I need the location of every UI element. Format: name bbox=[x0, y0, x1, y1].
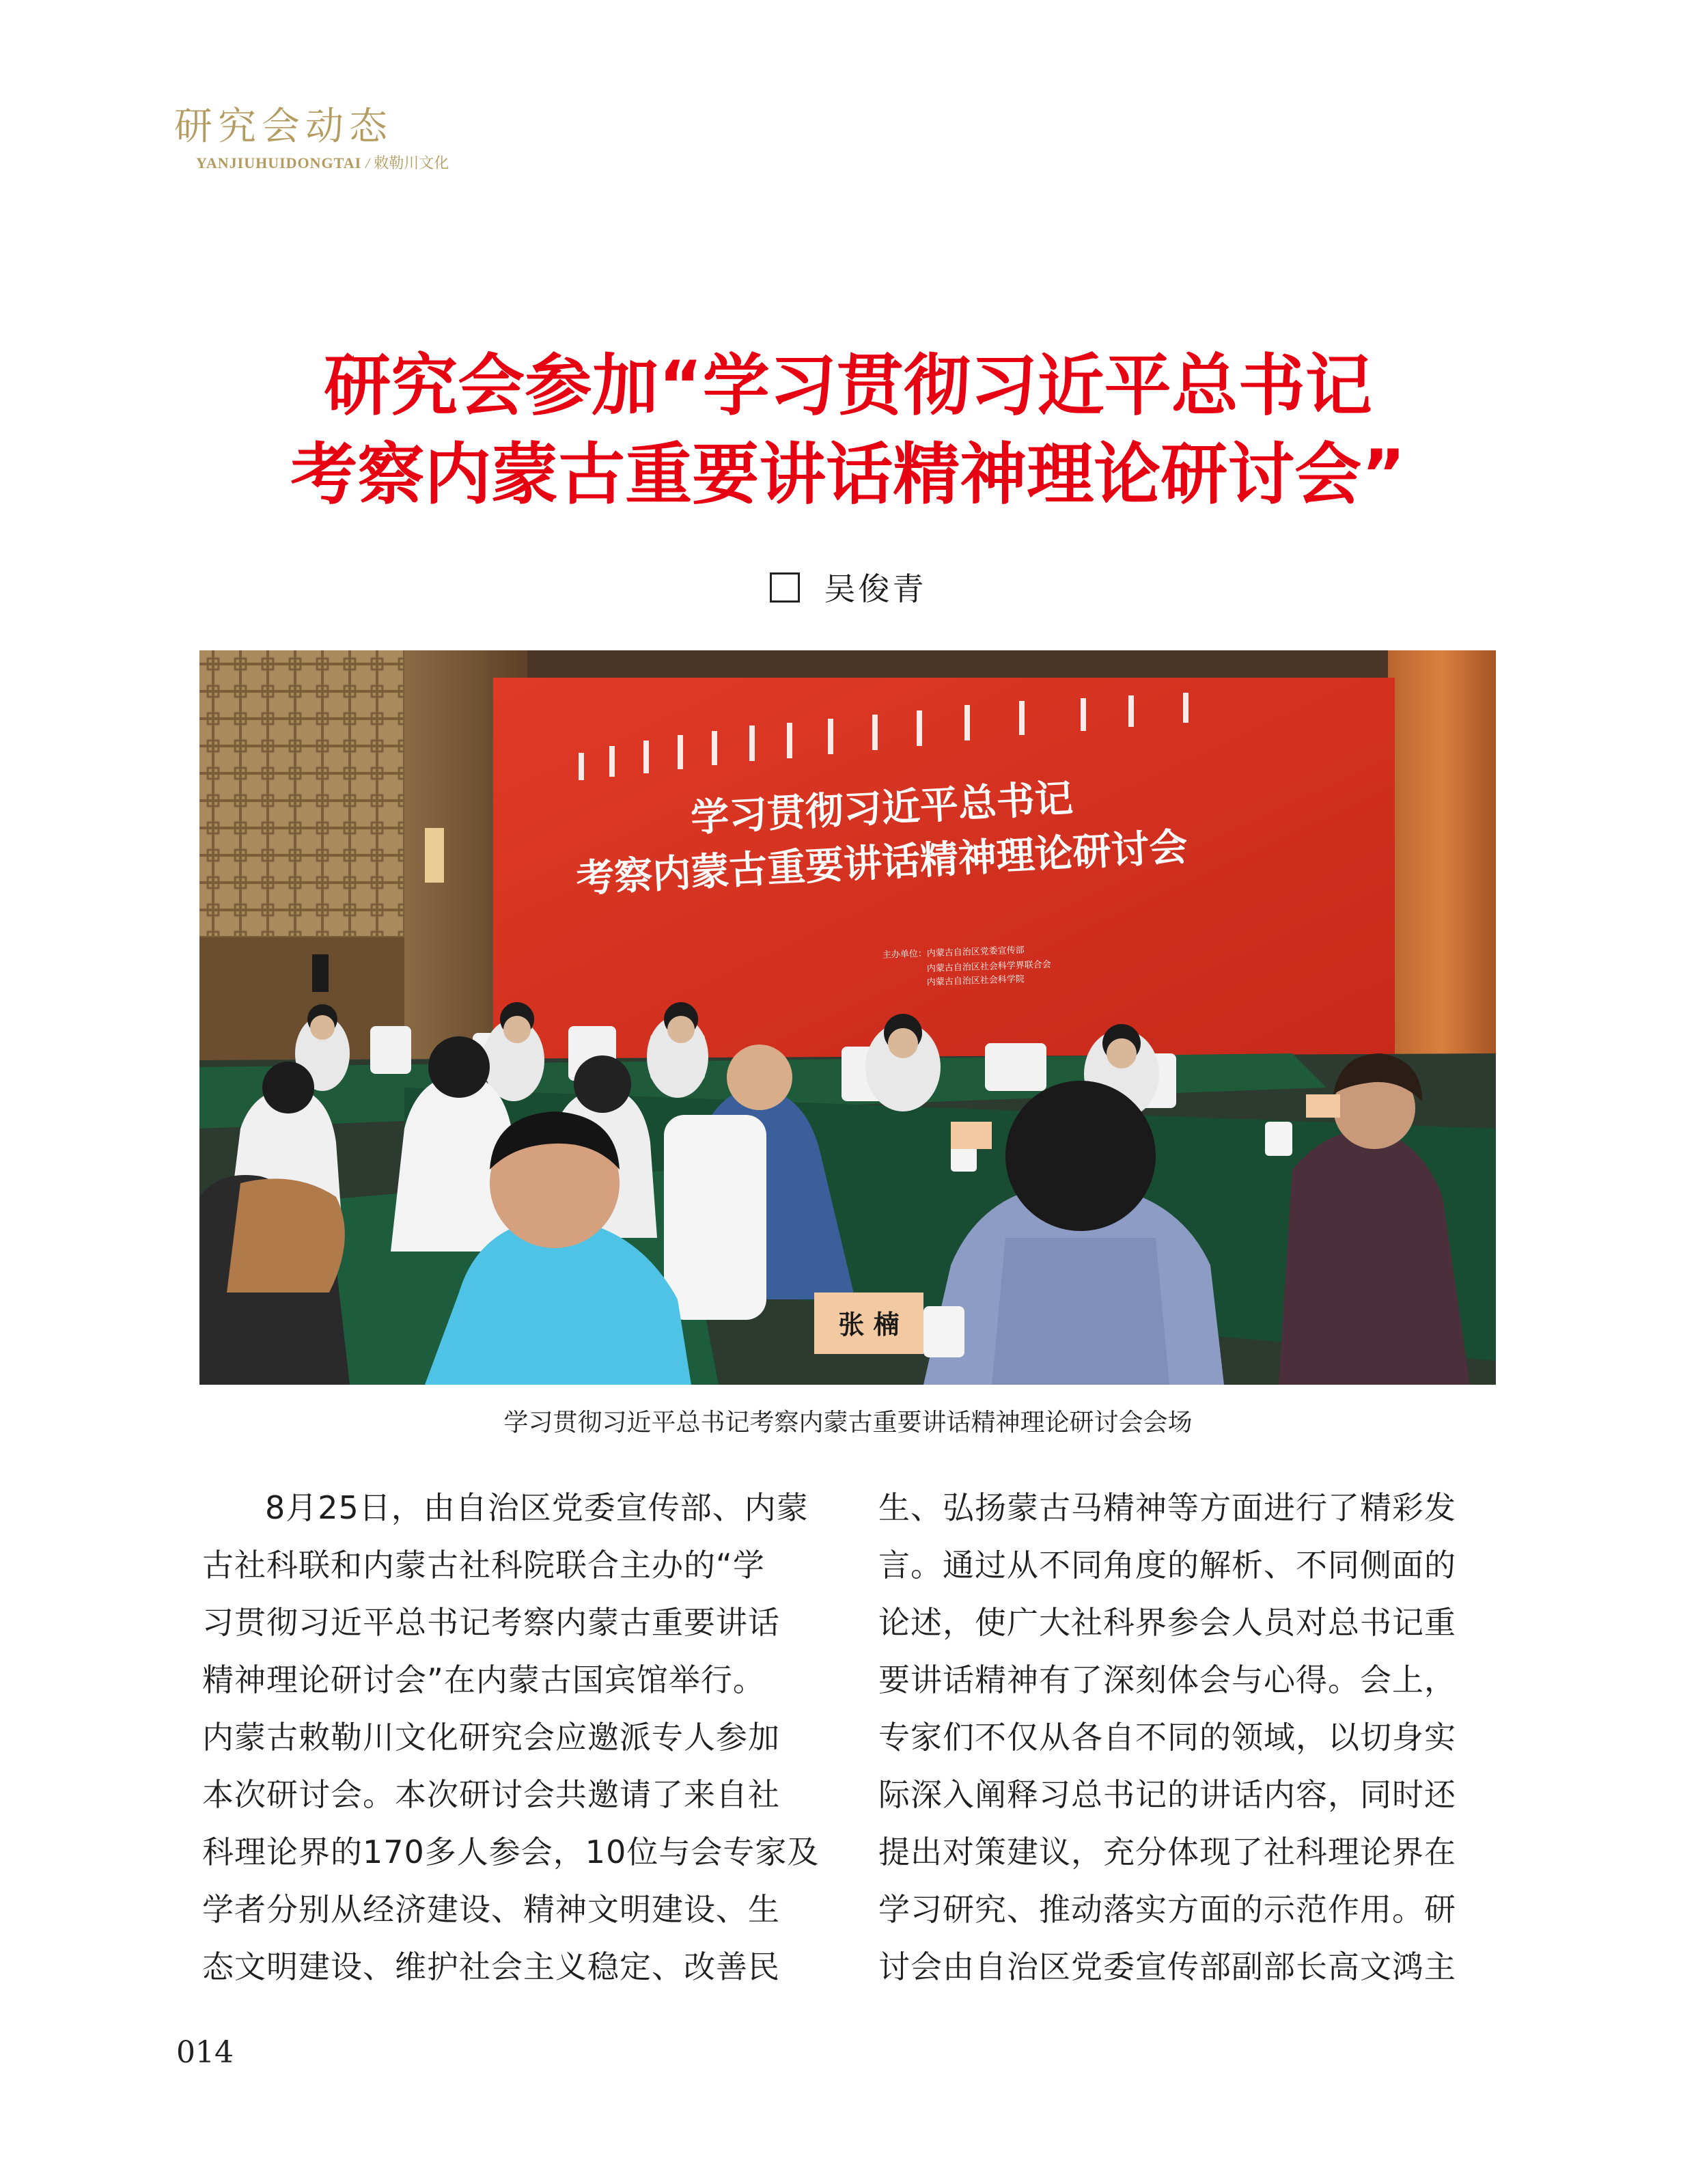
section-title: 研究会动态 bbox=[174, 105, 393, 149]
article-title-line-1: 研究会参加“学习贯彻习近平总书记 bbox=[324, 347, 1372, 425]
body-left-line: 科理论界的170多人参会，10位与会专家及 bbox=[202, 1834, 820, 1870]
body-right-line: 生、弘扬蒙古马精神等方面进行了精彩发 bbox=[878, 1489, 1456, 1526]
name-card-text: 张 楠 bbox=[838, 1310, 900, 1340]
body-left-line: 习贯彻习近平总书记考察内蒙古重要讲话 bbox=[202, 1604, 780, 1641]
body-left-line: 8月25日，由自治区党委宣传部、内蒙 bbox=[265, 1489, 809, 1526]
section-subtitle-separator: / bbox=[365, 154, 370, 171]
body-right-line: 际深入阐释习总书记的讲话内容，同时还 bbox=[878, 1776, 1456, 1813]
section-header bbox=[174, 102, 449, 174]
body-left-line: 内蒙古敕勒川文化研究会应邀派专人参加 bbox=[202, 1719, 780, 1756]
article-title-line-2: 考察内蒙古重要讲话精神理论研讨会” bbox=[290, 436, 1406, 514]
conference-photo bbox=[199, 650, 1496, 1385]
body-left-line: 态文明建设、维护社会主义稳定、改善民 bbox=[202, 1948, 780, 1985]
section-subtitle-cn: 敕勒川文化 bbox=[374, 154, 449, 171]
body-left-line: 精神理论研讨会”在内蒙古国宾馆举行。 bbox=[202, 1661, 765, 1698]
body-right-line: 讨会由自治区党委宣传部副部长高文鸿主 bbox=[878, 1948, 1456, 1985]
body-right-line: 要讲话精神有了深刻体会与心得。会上， bbox=[878, 1661, 1456, 1698]
article-title bbox=[0, 342, 1696, 519]
body-left-line: 学者分别从经济建设、精神文明建设、生 bbox=[202, 1891, 780, 1928]
banner-organizer-3: 内蒙古自治区社会科学院 bbox=[926, 974, 1025, 988]
photo-caption: 学习贯彻习近平总书记考察内蒙古重要讲话精神理论研讨会会场 bbox=[503, 1409, 1193, 1437]
banner-line-1: 学习贯彻习近平总书记 bbox=[689, 776, 1074, 841]
body-right-line: 论述，使广大社科界参会人员对总书记重 bbox=[878, 1604, 1456, 1641]
author-name: 吴俊青 bbox=[824, 570, 927, 607]
section-subtitle-en: YANJIUHUIDONGTAI bbox=[196, 154, 362, 171]
byline bbox=[0, 567, 1696, 611]
byline-square-icon bbox=[770, 572, 800, 603]
body-right-line: 专家们不仅从各自不同的领域，以切身实 bbox=[878, 1719, 1456, 1756]
body-left-line: 本次研讨会。本次研讨会共邀请了来自社 bbox=[202, 1776, 780, 1813]
body-column-left bbox=[202, 1479, 820, 1995]
body-right-line: 言。通过从不同角度的解析、不同侧面的 bbox=[878, 1547, 1456, 1584]
body-right-line: 提出对策建议，充分体现了社科理论界在 bbox=[878, 1834, 1456, 1870]
banner-line-2: 考察内蒙古重要讲话精神理论研讨会 bbox=[574, 825, 1189, 902]
banner-organizer-2: 内蒙古自治区社会科学界联合会 bbox=[926, 959, 1052, 974]
body-column-right bbox=[878, 1479, 1493, 1995]
conference-photo-illustration bbox=[199, 650, 1496, 1385]
page-number: 014 bbox=[176, 2035, 234, 2070]
banner-organizer-1: 主办单位：内蒙古自治区党委宣传部 bbox=[882, 945, 1025, 960]
body-right-line: 学习研究、推动落实方面的示范作用。研 bbox=[878, 1891, 1456, 1928]
body-left-line: 古社科联和内蒙古社科院联合主办的“学 bbox=[202, 1547, 765, 1584]
section-subtitle bbox=[174, 153, 449, 174]
